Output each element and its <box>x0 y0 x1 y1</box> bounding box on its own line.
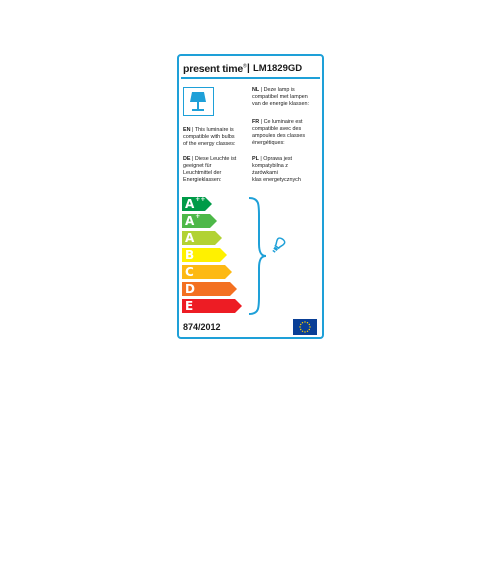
model-number: LM1829GD <box>253 63 303 74</box>
text-pl: PL | Oprawa jest kompatybilna z żarówkami klas energetycznych <box>252 156 301 183</box>
header-separator: | <box>247 63 250 74</box>
table-lamp-icon <box>183 87 214 116</box>
text-nl: NL | Deze lamp is compatibel met lampen van de energie klassen: <box>252 87 309 107</box>
brand-name: present time® <box>183 63 247 75</box>
text-de: DE | Diese Leuchte ist geeignet für Leuchtmittel der Energieklassen: <box>183 156 237 183</box>
eu-flag-icon <box>293 319 317 335</box>
text-en: EN | This luminaire is compatible with bulbs of the energy classes: <box>183 127 236 147</box>
regulation-number: 874/2012 <box>183 322 221 332</box>
text-fr: FR | Ce luminaire est compatible avec des ampoules des classes énergétiques: <box>252 119 306 146</box>
light-bulb-icon <box>264 236 290 258</box>
header-divider <box>181 77 320 79</box>
energy-label: present time® | LM1829GD NL | Deze lamp is compatibel met lampen van de energie klassen: FR | Ce luminaire est compatible avec des ampoules des classes énergétiques: EN | This luminaire is compatible with bulbs of the energy classes: DE | Diese Leuchte ist geeignet für Leuchtmittel der Energieklassen: PL | Oprawa jest kompatybilna z żarówkami klas energetycznych A++ A+ A B C D E 874/2012 <box>177 54 324 339</box>
